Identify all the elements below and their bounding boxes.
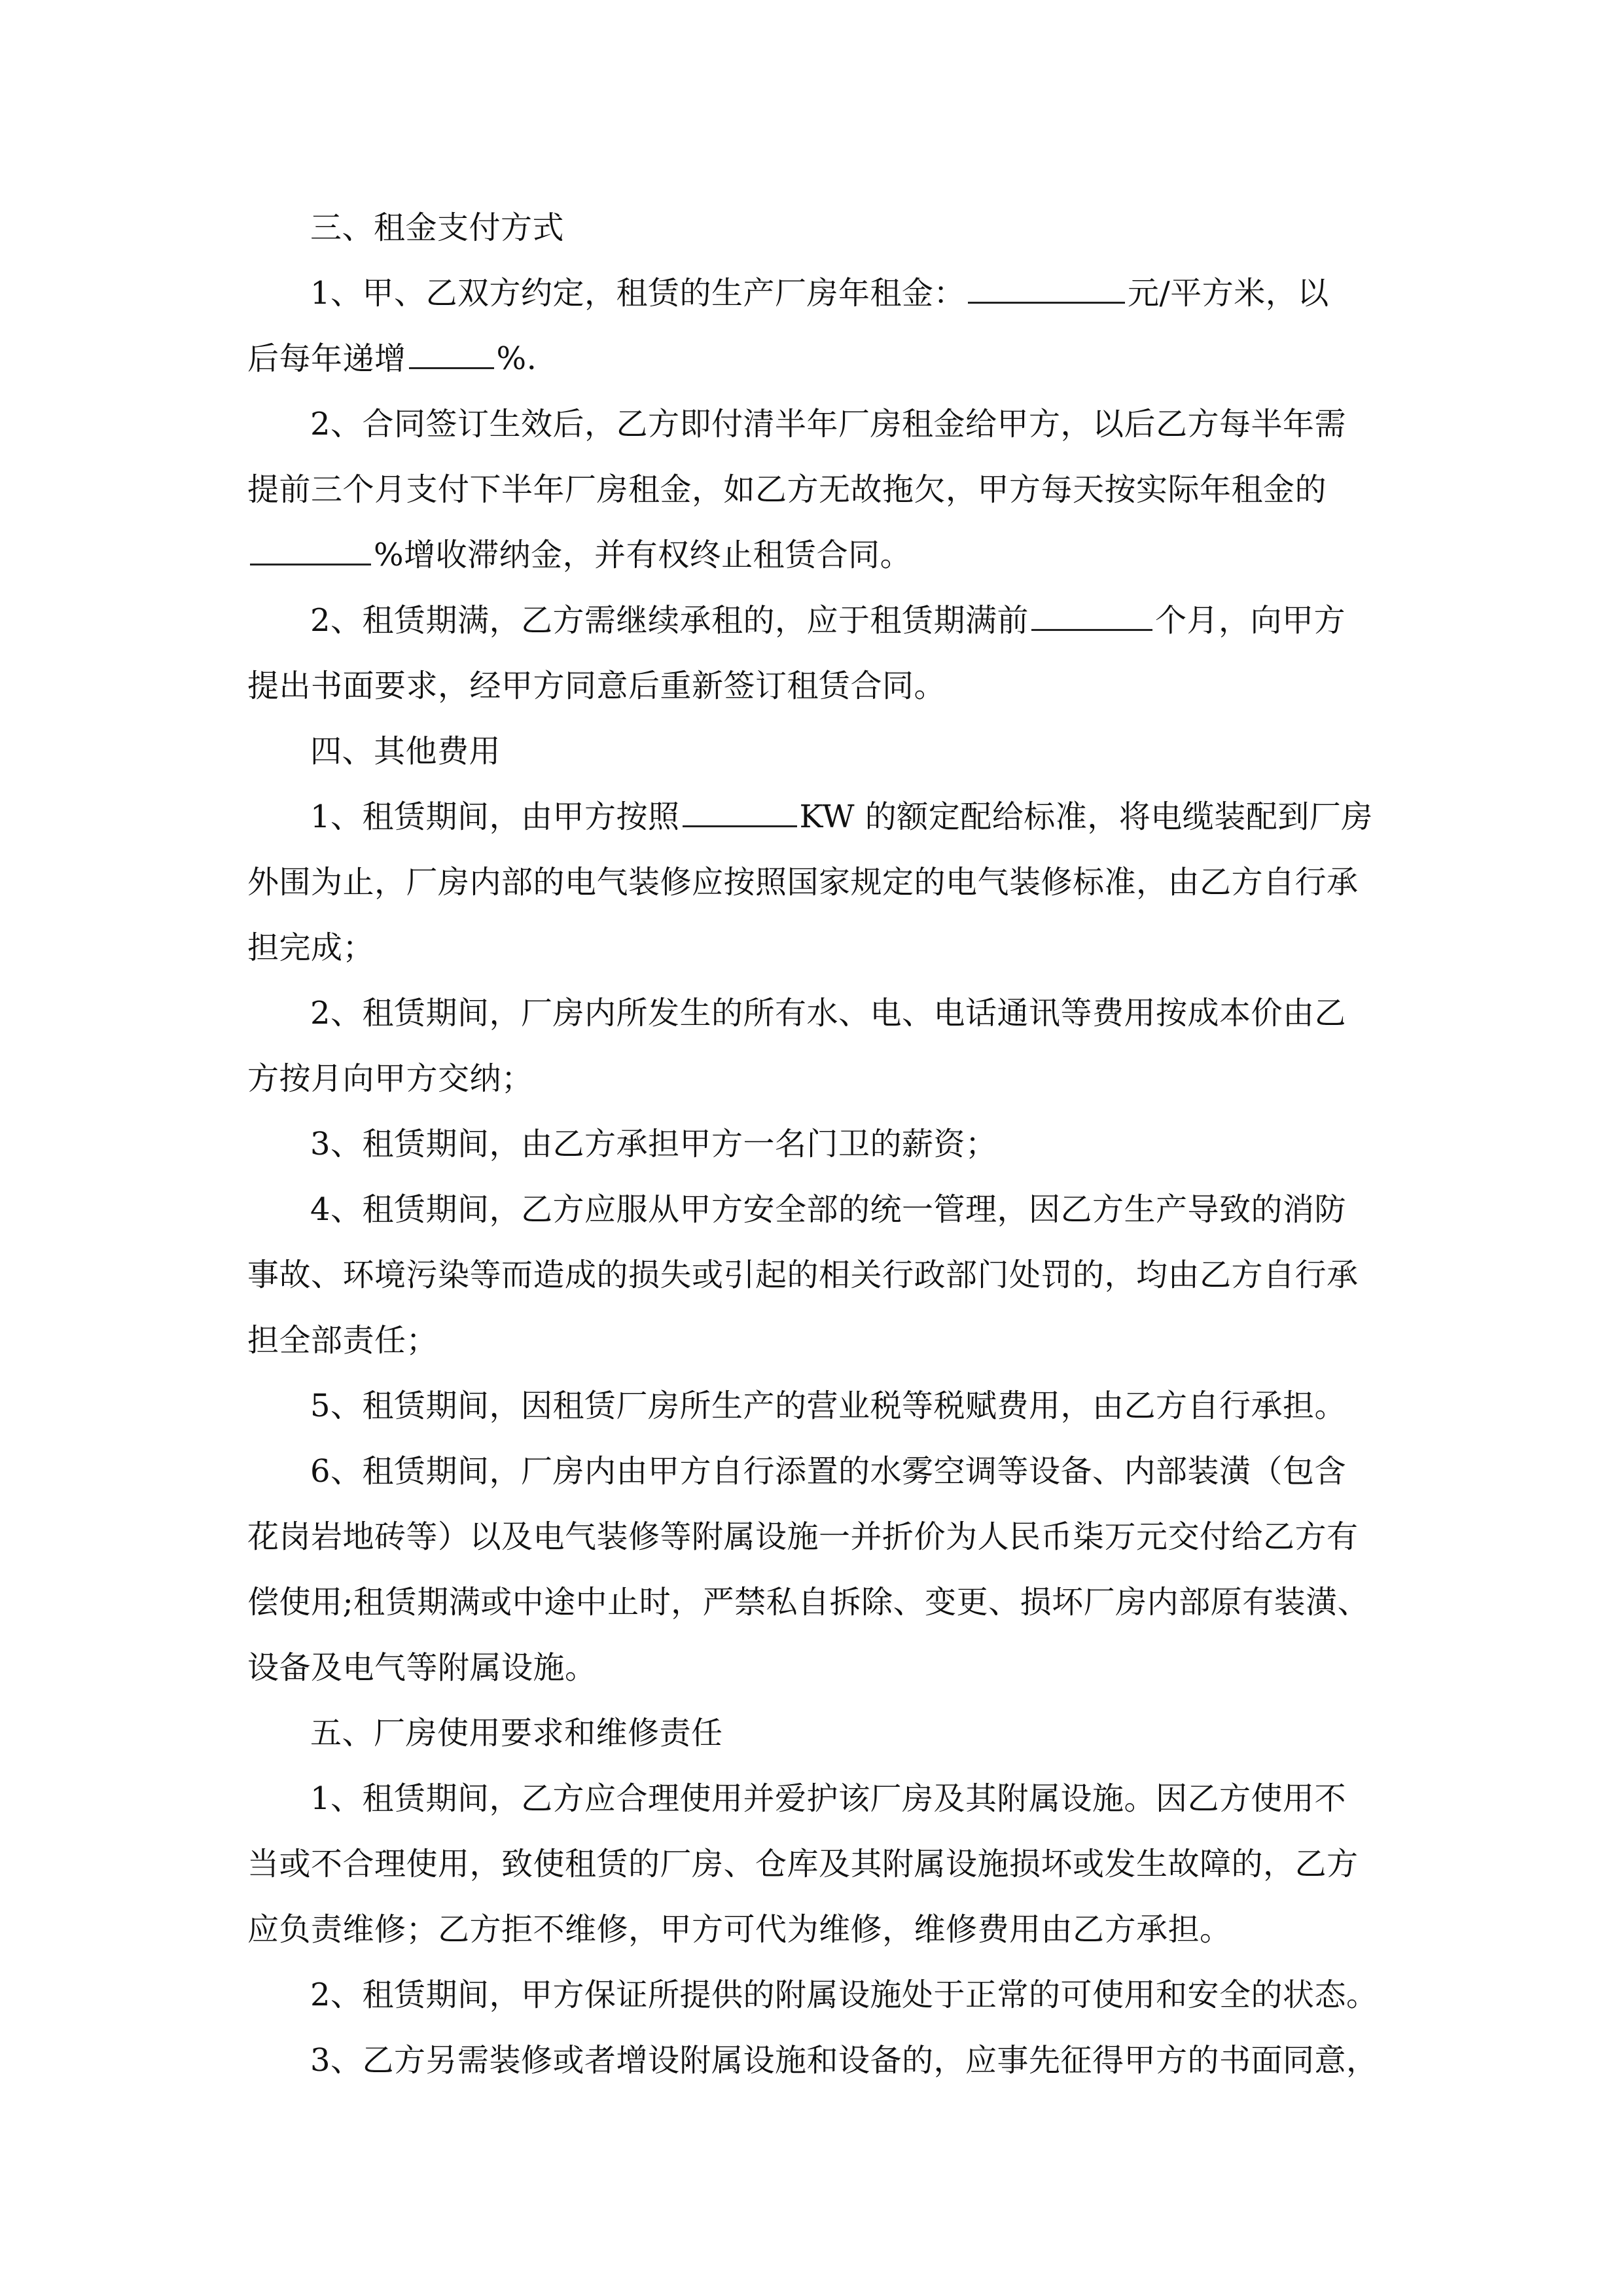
text-line	[247, 1504, 1380, 1570]
fill-in-blank	[409, 338, 494, 369]
line-text: 花岗岩地砖等）以及电气装修等附属设施一并折价为人民币柒万元交付给乙方有	[247, 1518, 1359, 1555]
fill-in-blank	[1031, 600, 1152, 631]
line-text: 3、乙方另需装修或者增设附属设施和设备的，应事先征得甲方的书面同意，	[310, 2042, 1378, 2079]
text-line	[247, 588, 1380, 653]
text-line	[247, 653, 1380, 719]
text-line	[247, 850, 1380, 915]
text-line	[247, 522, 1380, 588]
line-text: 事故、环境污染等而造成的损失或引起的相关行政部门处罚的，均由乙方自行承	[247, 1257, 1359, 1293]
text-line	[247, 1046, 1380, 1111]
text-line	[247, 1831, 1380, 1897]
line-text: %.	[496, 340, 537, 377]
line-text: 2、租赁期满，乙方需继续承租的，应于租赁期满前	[310, 602, 1029, 639]
line-text: 设备及电气等附属设施。	[247, 1649, 597, 1686]
text-line	[247, 1570, 1380, 1635]
line-text: 担完成；	[247, 929, 375, 966]
line-text: 1、租赁期间，乙方应合理使用并爱护该厂房及其附属设施。因乙方使用不	[310, 1780, 1347, 1817]
line-text: 5、租赁期间，因租赁厂房所生产的营业税等税赋费用，由乙方自行承担。	[310, 1388, 1347, 1424]
text-line	[247, 1897, 1380, 1962]
contract-body	[247, 195, 1380, 2093]
text-line	[247, 1177, 1380, 1242]
line-text: 个月，向甲方	[1155, 602, 1346, 639]
line-text: %增收滞纳金，并有权终止租赁合同。	[374, 537, 912, 573]
text-line	[247, 915, 1380, 980]
text-line	[247, 326, 1380, 391]
line-text: 元/平方米，以	[1128, 275, 1329, 312]
text-line	[247, 980, 1380, 1046]
line-text: 三、租金支付方式	[310, 209, 565, 246]
text-line	[247, 1308, 1380, 1373]
text-line	[247, 457, 1380, 522]
line-text: 担全部责任；	[247, 1322, 438, 1359]
text-line	[247, 1439, 1380, 1504]
line-text: 1、甲、乙双方约定，租赁的生产厂房年租金：	[310, 275, 966, 312]
line-text: 提前三个月支付下半年厂房租金，如乙方无故拖欠，甲方每天按实际年租金的	[247, 471, 1327, 508]
fill-in-blank	[968, 273, 1125, 304]
text-line	[247, 1111, 1380, 1177]
text-line	[247, 1242, 1380, 1308]
line-text: 4、租赁期间，乙方应服从甲方安全部的统一管理，因乙方生产导致的消防	[310, 1191, 1347, 1228]
text-line	[247, 391, 1380, 457]
line-text: KW 的额定配给标准，将电缆装配到厂房	[799, 798, 1373, 835]
text-line	[247, 1962, 1380, 2028]
text-line	[247, 1635, 1380, 1700]
line-text: 应负责维修；乙方拒不维修，甲方可代为维修，维修费用由乙方承担。	[247, 1911, 1232, 1948]
text-line	[247, 719, 1380, 784]
fill-in-blank	[683, 797, 797, 827]
line-text: 2、合同签订生效后，乙方即付清半年厂房租金给甲方，以后乙方每半年需	[310, 406, 1347, 442]
text-line	[247, 1373, 1380, 1439]
fill-in-blank	[250, 535, 371, 565]
line-text: 当或不合理使用，致使租赁的厂房、仓库及其附属设施损坏或发生故障的，乙方	[247, 1846, 1359, 1882]
line-text: 3、租赁期间，由乙方承担甲方一名门卫的薪资；	[310, 1126, 997, 1162]
line-text: 偿使用;租赁期满或中途中止时，严禁私自拆除、变更、损坏厂房内部原有装潢、	[247, 1584, 1370, 1621]
line-text: 1、租赁期间，由甲方按照	[310, 798, 680, 835]
line-text: 四、其他费用	[310, 733, 501, 770]
line-text: 五、厂房使用要求和维修责任	[310, 1715, 723, 1751]
line-text: 方按月向甲方交纳；	[247, 1060, 533, 1097]
text-line	[247, 784, 1380, 850]
text-line	[247, 2028, 1380, 2093]
text-line	[247, 1766, 1380, 1831]
line-text: 2、租赁期间，厂房内所发生的所有水、电、电话通讯等费用按成本价由乙	[310, 995, 1347, 1031]
text-line	[247, 195, 1380, 260]
line-text: 外围为止，厂房内部的电气装修应按照国家规定的电气装修标准，由乙方自行承	[247, 864, 1359, 901]
text-line	[247, 1700, 1380, 1766]
line-text: 后每年递增	[247, 340, 406, 377]
line-text: 提出书面要求，经甲方同意后重新签订租赁合同。	[247, 668, 946, 704]
text-line	[247, 260, 1380, 326]
line-text: 2、租赁期间，甲方保证所提供的附属设施处于正常的可使用和安全的状态。	[310, 1977, 1378, 2013]
line-text: 6、租赁期间，厂房内由甲方自行添置的水雾空调等设备、内部装潢（包含	[310, 1453, 1347, 1490]
